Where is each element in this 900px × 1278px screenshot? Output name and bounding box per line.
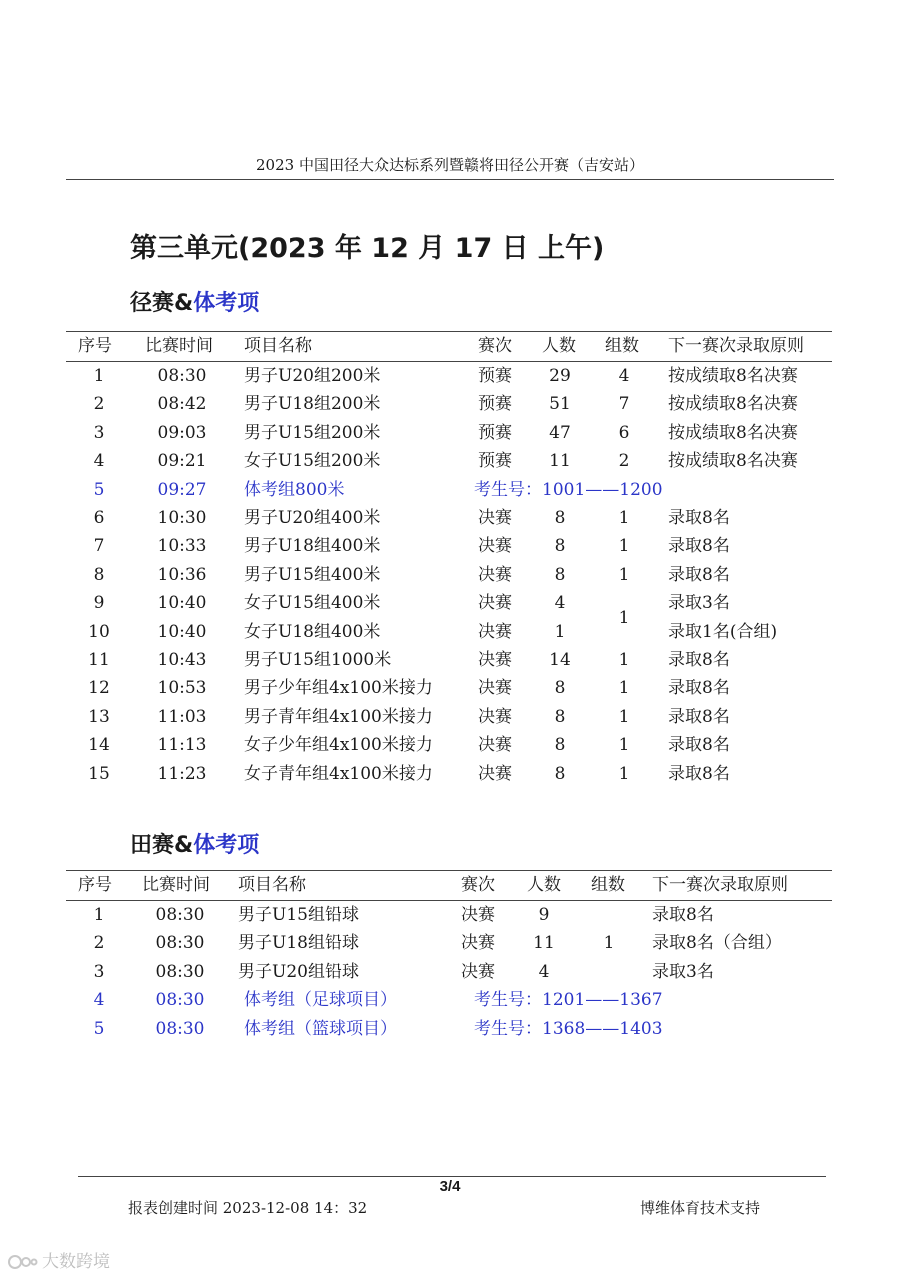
cell-rule: 按成绩取8名决赛 (668, 451, 798, 472)
table-row (0, 958, 900, 986)
cell-no: 11 (88, 650, 110, 670)
col-header-count: 人数 (542, 336, 576, 356)
cell-rule: 录取8名 (668, 564, 730, 585)
cell-count: 8 (554, 508, 566, 528)
cell-time: 10:43 (157, 650, 207, 670)
field-section-title (130, 828, 259, 859)
table-row (0, 561, 900, 589)
cell-event: 男子少年组4x100米接力 (244, 678, 433, 699)
cell-time: 11:03 (157, 706, 207, 727)
col-header-event: 项目名称 (244, 336, 312, 356)
cell-count: 8 (554, 735, 566, 756)
cell-no: 4 (93, 451, 105, 472)
col-header-event: 项目名称 (238, 875, 306, 895)
cell-rule: 录取8名 (668, 735, 730, 756)
merged-groups-value: 1 (618, 608, 630, 628)
cell-round: 决赛 (478, 678, 512, 699)
tech-support-credit: 博维体育技术支持 (640, 1199, 761, 1217)
table-row (0, 362, 900, 390)
cell-event: 男子U20组400米 (244, 508, 381, 528)
cell-groups: 1 (618, 763, 630, 784)
cell-time: 10:36 (157, 564, 207, 585)
cell-time: 08:30 (155, 933, 205, 954)
cell-time: 09:21 (157, 451, 207, 472)
cell-event: 男子U18组400米 (244, 536, 381, 557)
cell-rule: 录取8名 (668, 706, 730, 727)
cell-time: 11:13 (157, 735, 207, 756)
cell-event: 女子U15组400米 (244, 593, 381, 614)
cell-round: 决赛 (478, 621, 512, 642)
cell-event: 男子U20组200米 (244, 366, 381, 386)
cell-no: 3 (93, 961, 105, 982)
track-section-title (130, 286, 259, 317)
cell-time: 10:40 (157, 593, 207, 614)
cell-groups: 4 (618, 366, 630, 386)
page-number: 3/4 (439, 1178, 461, 1195)
cell-time: 08:42 (157, 394, 207, 415)
table-row (0, 419, 900, 447)
cell-time: 10:33 (157, 536, 207, 557)
cell-round: 预赛 (478, 366, 512, 386)
col-header-time: 比赛时间 (145, 336, 213, 356)
cell-rule: 录取8名 (668, 536, 730, 557)
cell-event: 女子U18组400米 (244, 621, 381, 642)
cell-time: 08:30 (155, 990, 205, 1011)
cell-no: 13 (88, 706, 110, 727)
document-header: 2023 中国田径大众达标系列暨赣将田径公开赛（吉安站） (256, 156, 644, 174)
cell-time: 08:30 (155, 961, 205, 982)
cell-event: 女子青年组4x100米接力 (244, 763, 433, 784)
cell-groups: 1 (618, 678, 630, 699)
table-row (0, 532, 900, 560)
cell-rule: 按成绩取8名决赛 (668, 366, 798, 386)
cell-count: 29 (549, 366, 571, 386)
cell-count: 11 (533, 933, 555, 954)
cell-rule: 录取3名 (652, 961, 714, 982)
cell-rule: 录取8名 (668, 763, 730, 784)
col-header-no: 序号 (78, 336, 112, 356)
cell-event: 男子U15组400米 (244, 564, 381, 585)
cell-count: 8 (554, 564, 566, 585)
cell-count: 8 (554, 706, 566, 727)
table-row (0, 760, 900, 788)
cell-event: 男子U15组铅球 (238, 905, 359, 925)
cell-no: 1 (93, 366, 105, 386)
table-row (0, 1015, 900, 1043)
cell-count: 47 (549, 422, 571, 443)
cell-event: 男子U15组200米 (244, 422, 381, 443)
cell-no: 12 (88, 678, 110, 699)
cell-event: 男子U18组铅球 (238, 933, 359, 954)
col-header-count: 人数 (527, 875, 561, 895)
cell-rule: 录取3名 (668, 593, 730, 614)
cell-rule: 录取8名 (668, 650, 730, 670)
cell-event: 体考组（篮球项目） (244, 1018, 397, 1039)
cell-event: 男子U15组1000米 (244, 650, 392, 670)
watermark-logo-icon (8, 1254, 38, 1270)
cell-round: 决赛 (478, 564, 512, 585)
cell-round: 决赛 (478, 650, 512, 670)
table-row (0, 731, 900, 759)
cell-time: 11:23 (157, 763, 207, 784)
cell-round: 决赛 (478, 706, 512, 727)
col-header-time: 比赛时间 (142, 875, 210, 895)
cell-count: 8 (554, 678, 566, 699)
cell-groups: 7 (618, 394, 630, 415)
cell-round: 预赛 (478, 394, 512, 415)
cell-round: 决赛 (461, 933, 495, 954)
field-title-main: 田赛& (130, 833, 194, 858)
cell-no: 4 (93, 990, 105, 1011)
cell-rule: 录取8名（合组） (652, 933, 782, 954)
cell-time: 09:27 (157, 479, 207, 500)
cell-count: 4 (538, 961, 550, 982)
cell-count: 51 (549, 394, 571, 415)
cell-no: 1 (93, 905, 105, 925)
cell-time: 08:30 (155, 905, 205, 925)
cell-count: 9 (538, 905, 550, 925)
watermark-text: 大数跨境 (42, 1252, 110, 1272)
cell-round: 决赛 (478, 508, 512, 528)
cell-groups: 1 (618, 564, 630, 585)
cell-no: 14 (88, 735, 110, 756)
cell-rule: 录取8名 (652, 905, 714, 925)
cell-time: 10:40 (157, 621, 207, 642)
cell-no: 10 (88, 621, 110, 642)
cell-time: 08:30 (157, 366, 207, 386)
cell-round: 决赛 (461, 961, 495, 982)
col-header-rule: 下一赛次录取原则 (652, 875, 788, 895)
cell-groups: 1 (603, 933, 615, 954)
col-header-no: 序号 (78, 875, 112, 895)
track-table-header (0, 332, 900, 360)
cell-groups: 1 (618, 650, 630, 670)
cell-groups: 1 (618, 735, 630, 756)
cell-rule: 录取8名 (668, 678, 730, 699)
col-header-groups: 组数 (605, 336, 639, 356)
cell-event: 女子少年组4x100米接力 (244, 735, 433, 756)
footer-rule (78, 1176, 826, 1177)
cell-no: 7 (93, 536, 105, 557)
cell-note: 考生号：1201——1367 (474, 990, 663, 1011)
cell-no: 2 (93, 933, 105, 954)
field-title-blue: 体考项 (193, 833, 260, 858)
watermark (8, 1247, 110, 1272)
table-row (0, 703, 900, 731)
cell-rule: 录取1名(合组) (668, 621, 778, 642)
cell-no: 3 (93, 422, 105, 443)
cell-count: 1 (554, 621, 566, 642)
cell-no: 9 (93, 593, 105, 614)
table-row (0, 674, 900, 702)
cell-event: 女子U15组200米 (244, 451, 381, 472)
cell-event: 男子U20组铅球 (238, 961, 359, 982)
field-table-header (0, 871, 900, 899)
table-row (0, 390, 900, 418)
cell-round: 决赛 (478, 536, 512, 557)
cell-time: 10:53 (157, 678, 207, 699)
cell-round: 预赛 (478, 451, 512, 472)
cell-groups: 1 (618, 706, 630, 727)
cell-note: 考生号：1001——1200 (474, 479, 663, 500)
cell-no: 15 (88, 763, 110, 784)
track-title-blue: 体考项 (193, 291, 260, 316)
table-row (0, 504, 900, 532)
cell-rule: 按成绩取8名决赛 (668, 422, 798, 443)
cell-count: 4 (554, 593, 566, 614)
col-header-round: 赛次 (461, 875, 495, 895)
cell-groups: 2 (618, 451, 630, 472)
cell-count: 8 (554, 536, 566, 557)
cell-no: 5 (93, 1018, 105, 1039)
table-row (0, 986, 900, 1014)
cell-count: 14 (549, 650, 571, 670)
report-created-time: 报表创建时间 2023-12-08 14：32 (128, 1199, 368, 1217)
table-row (0, 901, 900, 929)
col-header-rule: 下一赛次录取原则 (668, 336, 804, 356)
table-row (0, 929, 900, 957)
cell-no: 8 (93, 564, 105, 585)
cell-no: 6 (93, 508, 105, 528)
cell-event: 男子U18组200米 (244, 394, 381, 415)
cell-round: 决赛 (461, 905, 495, 925)
cell-time: 09:03 (157, 422, 207, 443)
cell-count: 11 (549, 451, 571, 472)
cell-rule: 按成绩取8名决赛 (668, 394, 798, 415)
cell-round: 决赛 (478, 735, 512, 756)
unit-title: 第三单元(2023 年 12 月 17 日 上午) (130, 233, 605, 264)
cell-event: 体考组（足球项目） (244, 990, 397, 1011)
cell-no: 5 (93, 479, 105, 500)
cell-no: 2 (93, 394, 105, 415)
col-header-groups: 组数 (591, 875, 625, 895)
track-merged-groups-cell (0, 604, 900, 632)
table-row (0, 476, 900, 504)
cell-rule: 录取8名 (668, 508, 730, 528)
cell-groups: 6 (618, 422, 630, 443)
cell-groups: 1 (618, 508, 630, 528)
cell-round: 决赛 (478, 763, 512, 784)
table-row (0, 447, 900, 475)
cell-event: 男子青年组4x100米接力 (244, 706, 433, 727)
cell-event: 体考组800米 (244, 479, 345, 500)
header-rule (66, 179, 834, 180)
table-row (0, 646, 900, 674)
cell-count: 8 (554, 763, 566, 784)
cell-groups: 1 (618, 536, 630, 557)
cell-round: 决赛 (478, 593, 512, 614)
col-header-round: 赛次 (478, 336, 512, 356)
cell-time: 10:30 (157, 508, 207, 528)
cell-note: 考生号：1368——1403 (474, 1018, 663, 1039)
cell-round: 预赛 (478, 422, 512, 443)
cell-time: 08:30 (155, 1018, 205, 1039)
track-title-main: 径赛& (130, 291, 194, 316)
